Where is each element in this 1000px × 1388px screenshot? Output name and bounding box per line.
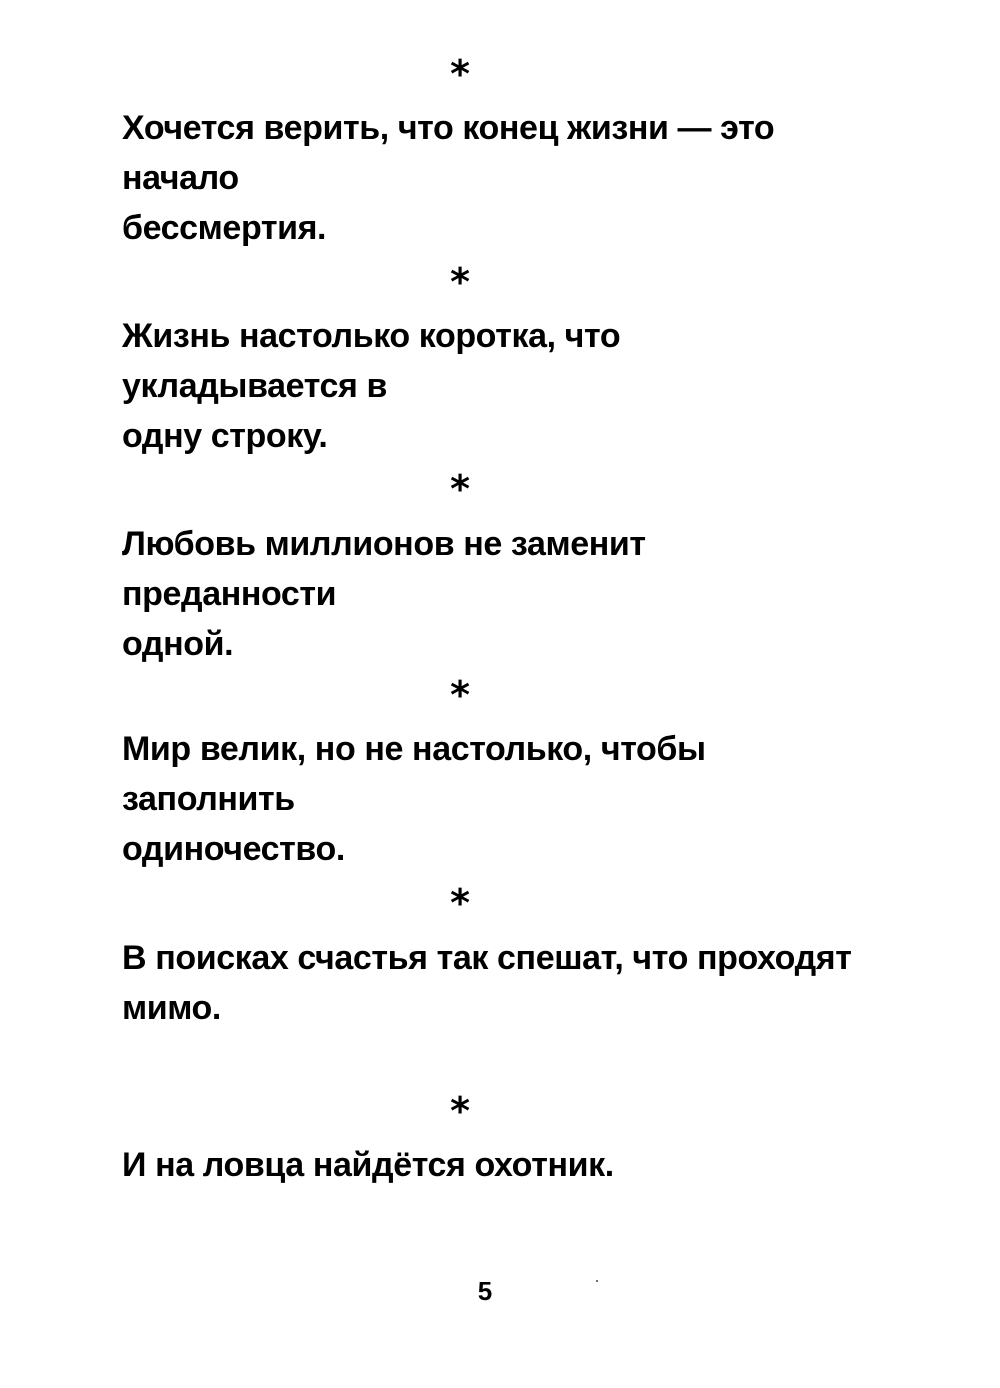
aphorism-text: Мир велик, но не настолько, чтобы заполнить одиночество. [122, 730, 706, 868]
separator-asterisk: * [450, 881, 470, 925]
separator-asterisk: * [450, 1089, 470, 1133]
aphorism-text: В поисках счастья так спешат, что проходят мимо. [122, 939, 852, 1027]
aphorism-text: И на ловца найдётся охотник. [122, 1146, 614, 1184]
aphorism-text: Любовь миллионов не заменит преданности одной. [122, 525, 646, 663]
print-speck [596, 1280, 598, 1282]
page-number: 5 [477, 1276, 493, 1306]
separator-asterisk: * [450, 260, 470, 304]
separator-asterisk: * [450, 467, 470, 511]
separator-asterisk: * [450, 52, 470, 96]
separator-asterisk: * [450, 673, 470, 717]
aphorism-text: Хочется верить, что конец жизни — это начало бессмертия. [122, 109, 775, 247]
aphorism-text: Жизнь настолько коротка, что укладывается в одну строку. [122, 317, 621, 455]
